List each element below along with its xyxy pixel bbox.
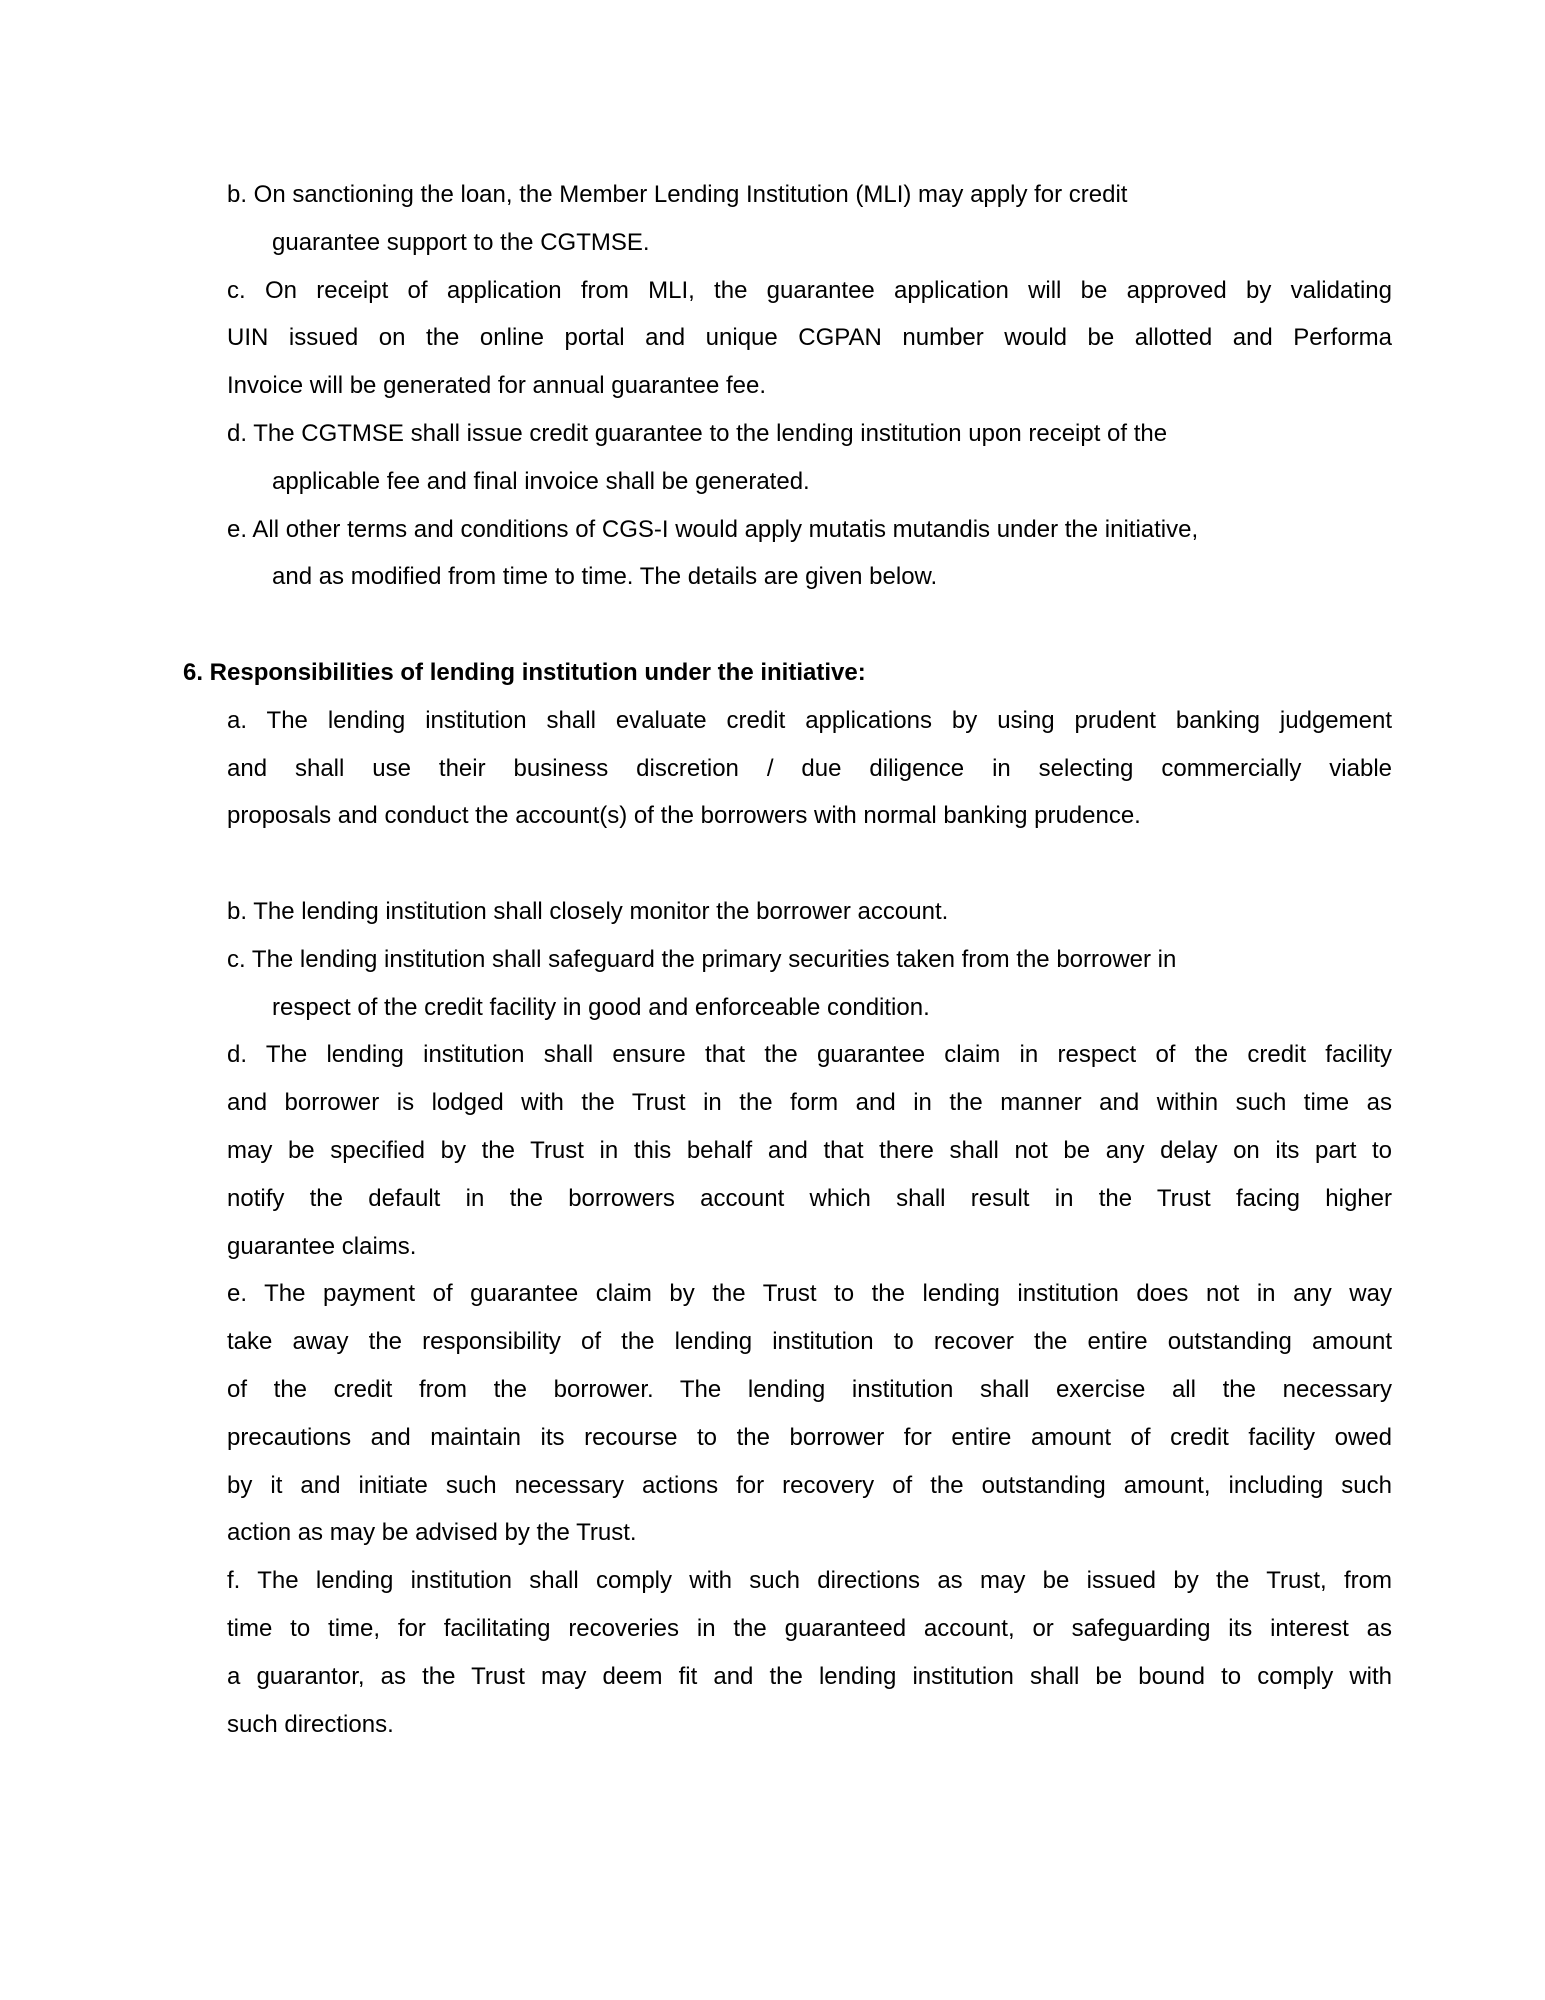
intro-list [0, 171, 1545, 601]
paragraph-line [0, 1031, 1545, 1079]
paragraph-line [0, 506, 1545, 554]
paragraph-line [0, 1270, 1545, 1318]
section-item-d [0, 1031, 1545, 1270]
document-page [0, 171, 1545, 1748]
line-text: e. All other terms and conditions of CGS-I would apply mutatis mutandis under the initiative, [227, 515, 1199, 543]
paragraph-line [0, 1701, 1545, 1749]
paragraph-line [0, 362, 1545, 410]
line-text: e. The payment of guarantee claim by the Trust to the lending institution does not in any way [227, 1280, 1392, 1308]
line-text: respect of the credit facility in good and enforceable condition. [272, 993, 930, 1021]
line-text: d. The lending institution shall ensure that the guarantee claim in respect of the credit facility [227, 1041, 1392, 1069]
section-item-list [0, 697, 1545, 1749]
line-text: take away the responsibility of the lending institution to recover the entire outstanding amount [227, 1328, 1392, 1356]
section-heading-text: 6. Responsibilities of lending institution under the initiative: [183, 658, 866, 686]
line-text: by it and initiate such necessary actions for recovery of the outstanding amount, including such [227, 1471, 1392, 1499]
paragraph-line [0, 1175, 1545, 1223]
paragraph-line [0, 1509, 1545, 1557]
line-text: and borrower is lodged with the Trust in the form and in the manner and within such time as [227, 1089, 1392, 1117]
paragraph-line [0, 410, 1545, 458]
paragraph-line [0, 171, 1545, 219]
paragraph-line [0, 1223, 1545, 1271]
line-text: UIN issued on the online portal and unique CGPAN number would be allotted and Performa [227, 324, 1392, 352]
paragraph-line [0, 1414, 1545, 1462]
paragraph-line [0, 697, 1545, 745]
line-text: d. The CGTMSE shall issue credit guarantee to the lending institution upon receipt of the [227, 419, 1168, 447]
line-text: Invoice will be generated for annual guarantee fee. [227, 372, 767, 400]
line-text: applicable fee and final invoice shall be generated. [272, 467, 810, 495]
line-text: precautions and maintain its recourse to the borrower for entire amount of credit facility owed [227, 1423, 1392, 1451]
line-text: may be specified by the Trust in this behalf and that there shall not be any delay on its part to [227, 1136, 1392, 1164]
intro-item-d [0, 410, 1545, 506]
intro-item-b [0, 171, 1545, 267]
line-text: c. The lending institution shall safeguard the primary securities taken from the borrower in [227, 945, 1177, 973]
section-item-a [0, 697, 1545, 888]
paragraph-line [0, 745, 1545, 793]
section-heading [0, 649, 1545, 697]
spacer [0, 840, 1545, 888]
line-text: action as may be advised by the Trust. [227, 1519, 637, 1547]
line-text: and as modified from time to time. The details are given below. [272, 563, 938, 591]
line-text: time to time, for facilitating recoveries in the guaranteed account, or safeguarding its interest as [227, 1614, 1392, 1642]
spacer [0, 601, 1545, 649]
paragraph-line [0, 984, 1545, 1032]
section-item-b [0, 888, 1545, 936]
intro-item-c [0, 267, 1545, 410]
paragraph-line [0, 1557, 1545, 1605]
paragraph-line [0, 1079, 1545, 1127]
line-text: proposals and conduct the account(s) of the borrowers with normal banking prudence. [227, 802, 1141, 830]
paragraph-line [0, 1653, 1545, 1701]
section-item-e [0, 1270, 1545, 1557]
paragraph-line [0, 1462, 1545, 1510]
paragraph-line [0, 1318, 1545, 1366]
line-text: and shall use their business discretion / due diligence in selecting commercially viable [227, 754, 1392, 782]
line-text: guarantee support to the CGTMSE. [272, 228, 650, 256]
line-text: b. On sanctioning the loan, the Member Lending Institution (MLI) may apply for credit [227, 181, 1128, 208]
line-text: f. The lending institution shall comply with such directions as may be issued by the Trust, from [227, 1567, 1392, 1595]
paragraph-line [0, 219, 1545, 267]
section-item-f [0, 1557, 1545, 1748]
paragraph-line [0, 1366, 1545, 1414]
line-text: such directions. [227, 1710, 394, 1738]
section-item-c [0, 936, 1545, 1032]
paragraph-line [0, 553, 1545, 601]
paragraph-line [0, 314, 1545, 362]
paragraph-line [0, 792, 1545, 840]
line-text: a guarantor, as the Trust may deem fit and the lending institution shall be bound to comply with [227, 1662, 1392, 1690]
line-text: b. The lending institution shall closely monitor the borrower account. [227, 897, 949, 925]
line-text: a. The lending institution shall evaluate credit applications by using prudent banking judgement [227, 706, 1392, 734]
paragraph-line [0, 1127, 1545, 1175]
intro-item-e [0, 506, 1545, 602]
line-text: notify the default in the borrowers account which shall result in the Trust facing higher [227, 1184, 1392, 1212]
line-text: of the credit from the borrower. The lending institution shall exercise all the necessary [227, 1375, 1392, 1403]
paragraph-line [0, 458, 1545, 506]
paragraph-line [0, 267, 1545, 315]
paragraph-line [0, 936, 1545, 984]
paragraph-line [0, 888, 1545, 936]
line-text: c. On receipt of application from MLI, the guarantee application will be approved by validating [227, 276, 1392, 304]
paragraph-line [0, 1605, 1545, 1653]
line-text: guarantee claims. [227, 1232, 417, 1260]
